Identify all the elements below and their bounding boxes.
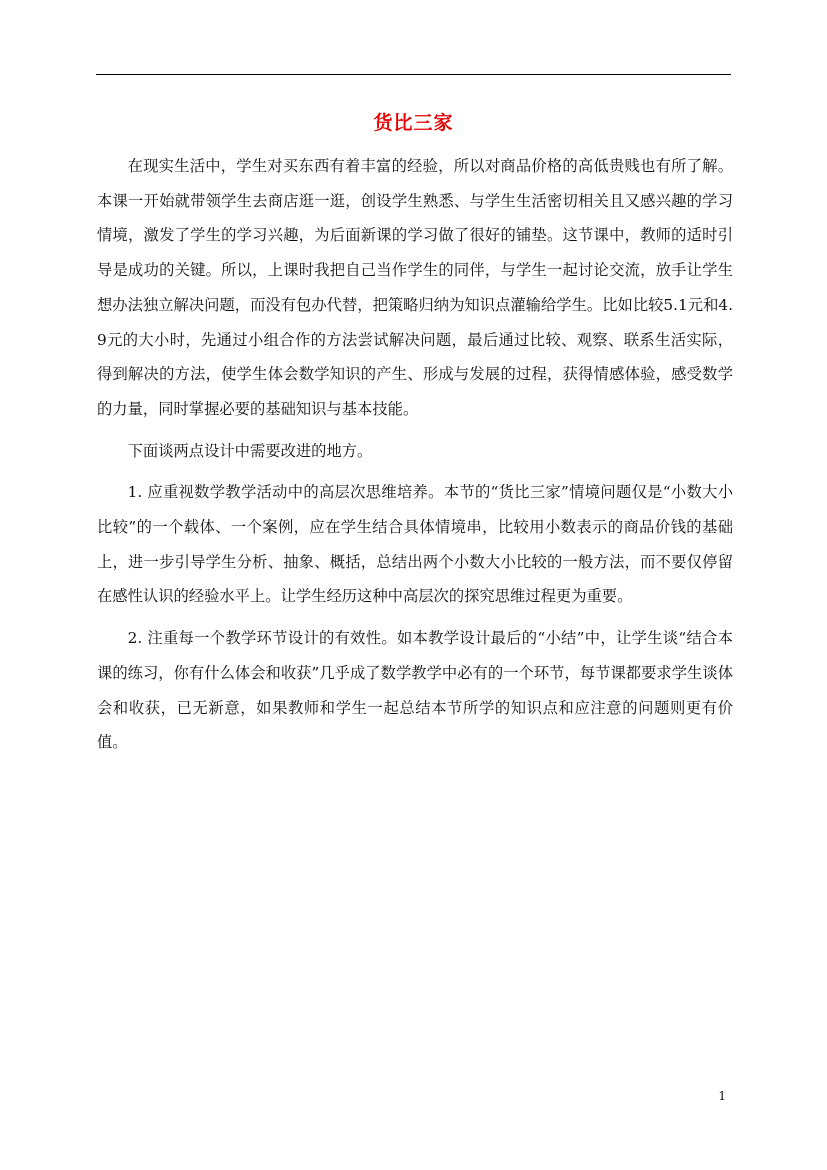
page-number: 1	[718, 1089, 726, 1103]
paragraph-1: 在现实生活中，学生对买东西有着丰富的经验，所以对商品价格的高低贵贱也有所了解。本课一开始就带领学生去商店逛一逛，创设学生熟悉、与学生生活密切相关且又感兴趣的学习情境，激发了学生的学习兴趣，为后面新课的学习做了很好的铺垫。这节课中，教师的适时引导是成功的关键。所以，上课时我把自己当作学生的同伴，与学生一起讨论交流，放手让学生想办法独立解决问题，而没有包办代替，把策略归纳为知识点灌输给学生。比如比较5.1元和4.9元的大小时，先通过小组合作的方法尝试解决问题，最后通过比较、观察、联系生活实际，得到解决的方法，使学生体会数学知识的产生、形成与发展的过程，获得情感体验，感受数学的力量，同时掌握必要的基础知识与基本技能。	[97, 157, 733, 418]
paragraph-2: 下面谈两点设计中需要改进的地方。	[127, 441, 373, 460]
header-rule	[96, 74, 731, 75]
paragraph-4: 2. 注重每一个教学环节设计的有效性。如本教学设计最后的“小结”中，让学生谈“结合本课的练习，你有什么体会和收获”几乎成了数学教学中必有的一个环节，每节课都要求学生谈体会和收获，已无新意，如果教师和学生一起总结本节所学的知识点和应注意的问题则更有价值。	[97, 629, 733, 752]
document-title: 货比三家	[373, 112, 454, 134]
document-body	[97, 149, 733, 767]
paragraph-3: 1. 应重视数学教学活动中的高层次思维培养。本节的“货比三家”情境问题仅是“小数大小比较”的一个载体、一个案例，应在学生结合具体情境串，比较用小数表示的商品价钱的基础上，进一步引导学生分析、抽象、概括，总结出两个小数大小比较的一般方法，而不要仅停留在感性认识的经验水平上。让学生经历这种中高层次的探究思维过程更为重要。	[97, 483, 733, 606]
